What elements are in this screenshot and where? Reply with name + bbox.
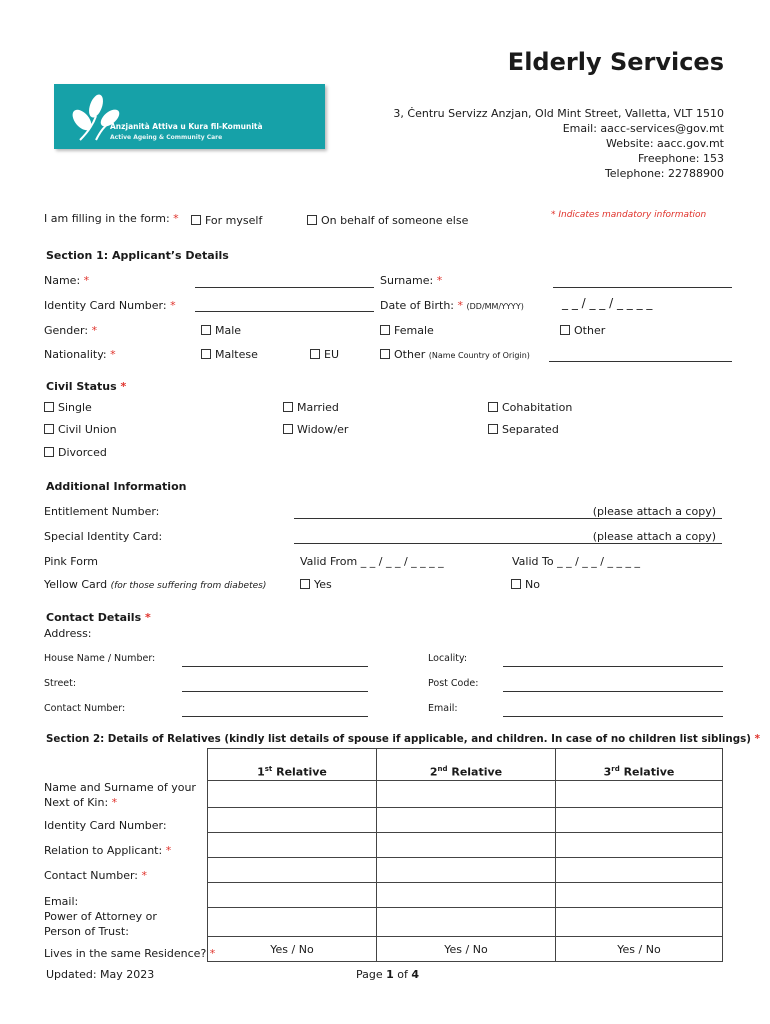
checkbox[interactable]: [380, 349, 390, 359]
table-cell[interactable]: [377, 858, 556, 883]
table-cell[interactable]: [377, 781, 556, 808]
table-cell[interactable]: [556, 781, 723, 808]
table-cell[interactable]: [208, 781, 377, 808]
name-field[interactable]: [195, 287, 374, 288]
lives-same-residence-label: Lives in the same Residence? *: [44, 947, 216, 960]
checkbox[interactable]: [44, 447, 54, 457]
on-behalf-option[interactable]: On behalf of someone else: [307, 214, 468, 227]
next-of-kin-label: Name and Surname of your Next of Kin: *: [44, 781, 196, 809]
gender-male-option[interactable]: Male: [201, 324, 241, 337]
contact-number-label: Contact Number:: [44, 703, 126, 714]
for-myself-option[interactable]: For myself: [191, 214, 262, 227]
gender-other-option[interactable]: Other: [560, 324, 605, 337]
table-row: [208, 937, 723, 962]
org-address: 3, Ċentru Servizz Anzjan, Old Mint Street, Valletta, VLT 1510: [393, 107, 724, 120]
surname-label: Surname: *: [380, 274, 443, 287]
nationality-eu-option[interactable]: EU: [310, 348, 339, 361]
page-title: Elderly Services: [507, 48, 724, 76]
locality-field[interactable]: [503, 666, 723, 667]
surname-field[interactable]: [553, 287, 732, 288]
special-id-attach-note: (please attach a copy): [592, 530, 716, 543]
email-field[interactable]: [503, 716, 723, 717]
postcode-field[interactable]: [503, 691, 723, 692]
email-poa-label: Email: Power of Attorney or Person of Trust:: [44, 895, 157, 938]
logo-subtitle: Active Ageing & Community Care: [110, 134, 223, 141]
mandatory-note: * Indicates mandatory information: [551, 210, 707, 220]
section1-title: Section 1: Applicant’s Details: [46, 249, 229, 262]
checkbox[interactable]: [488, 424, 498, 434]
civil-single-option[interactable]: Single: [44, 401, 92, 414]
lives-same-residence-2[interactable]: Yes / No: [377, 937, 556, 962]
civil-cohabitation-option[interactable]: Cohabitation: [488, 401, 572, 414]
checkbox[interactable]: [380, 325, 390, 335]
section2-title: Section 2: Details of Relatives (kindly list details of spouse if applicable, and children. In case of no children list siblings) *: [46, 733, 760, 745]
id-card-label: Identity Card Number: *: [44, 299, 176, 312]
civil-widower-option[interactable]: Widow/er: [283, 423, 348, 436]
contact-info: [393, 106, 724, 181]
table-cell[interactable]: [556, 908, 723, 937]
filling-label: I am filling in the form: *: [44, 212, 179, 225]
relatives-table: [207, 748, 723, 962]
table-cell[interactable]: [208, 883, 377, 908]
gender-label: Gender: *: [44, 324, 98, 337]
table-cell[interactable]: [377, 808, 556, 833]
civil-divorced-option[interactable]: Divorced: [44, 446, 107, 459]
table-cell[interactable]: [208, 858, 377, 883]
civil-union-option[interactable]: Civil Union: [44, 423, 117, 436]
checkbox[interactable]: [283, 424, 293, 434]
table-row: [208, 749, 723, 781]
table-cell[interactable]: [377, 833, 556, 858]
table-cell[interactable]: [556, 858, 723, 883]
checkbox[interactable]: [44, 402, 54, 412]
org-email: Email: aacc-services@gov.mt: [562, 122, 724, 135]
civil-separated-option[interactable]: Separated: [488, 423, 559, 436]
table-cell[interactable]: [208, 908, 377, 937]
street-label: Street:: [44, 678, 77, 689]
yellow-no-option[interactable]: No: [511, 578, 540, 591]
pink-valid-to[interactable]: Valid To _ _ / _ _ / _ _ _ _: [512, 555, 640, 568]
street-field[interactable]: [182, 691, 368, 692]
nationality-other-field[interactable]: [549, 361, 732, 362]
address-label: Address:: [44, 627, 92, 640]
col-header-3: 3rd Relative: [556, 749, 723, 781]
org-logo: [54, 84, 325, 149]
checkbox[interactable]: [201, 325, 211, 335]
entitlement-field[interactable]: [294, 518, 722, 519]
email-label: Email:: [428, 703, 458, 714]
checkbox[interactable]: [283, 402, 293, 412]
yellow-yes-option[interactable]: Yes: [300, 578, 332, 591]
table-row: [208, 808, 723, 833]
org-freephone: Freephone: 153: [638, 152, 724, 165]
nationality-other-option[interactable]: Other (Name Country of Origin): [380, 348, 530, 361]
name-label: Name: *: [44, 274, 90, 287]
table-row: [208, 833, 723, 858]
relative-id-label: Identity Card Number:: [44, 819, 167, 832]
entitlement-label: Entitlement Number:: [44, 505, 160, 518]
table-cell[interactable]: [556, 883, 723, 908]
updated-date: Updated: May 2023: [46, 968, 155, 981]
house-field[interactable]: [182, 666, 368, 667]
special-id-field[interactable]: [294, 543, 722, 544]
pink-valid-from[interactable]: Valid From _ _ / _ _ / _ _ _ _: [300, 555, 444, 568]
checkbox[interactable]: [201, 349, 211, 359]
checkbox[interactable]: [44, 424, 54, 434]
checkbox[interactable]: [511, 579, 521, 589]
entitlement-attach-note: (please attach a copy): [592, 505, 716, 518]
relative-contact-label: Contact Number: *: [44, 869, 147, 882]
gender-female-option[interactable]: Female: [380, 324, 434, 337]
checkbox[interactable]: [488, 402, 498, 412]
logo-name: Anzjanità Attiva u Kura fil-Komunità: [110, 122, 263, 131]
table-cell[interactable]: [208, 833, 377, 858]
id-card-field[interactable]: [195, 311, 374, 312]
table-cell[interactable]: [208, 808, 377, 833]
nationality-label: Nationality: *: [44, 348, 116, 361]
dob-label: Date of Birth: * (DD/MM/YYYY): [380, 299, 524, 312]
locality-label: Locality:: [428, 653, 468, 664]
checkbox[interactable]: [191, 215, 201, 225]
civil-married-option[interactable]: Married: [283, 401, 339, 414]
civil-status-title: Civil Status *: [46, 380, 127, 393]
table-cell[interactable]: [556, 808, 723, 833]
nationality-maltese-option[interactable]: Maltese: [201, 348, 258, 361]
checkbox[interactable]: [560, 325, 570, 335]
page-number: Page 1 of 4: [356, 968, 420, 981]
yellow-card-label: Yellow Card (for those suffering from diabetes): [44, 578, 267, 591]
house-label: House Name / Number:: [44, 653, 156, 664]
checkbox[interactable]: [300, 579, 310, 589]
pink-form-label: Pink Form: [44, 555, 98, 568]
table-row: [208, 883, 723, 908]
postcode-label: Post Code:: [428, 678, 479, 689]
table-row: [208, 908, 723, 937]
checkbox[interactable]: [310, 349, 320, 359]
org-telephone: Telephone: 22788900: [604, 167, 724, 180]
dob-field[interactable]: _ _ / _ _ / _ _ _ _: [562, 296, 653, 310]
contact-number-field[interactable]: [182, 716, 368, 717]
contact-details-title: Contact Details *: [46, 611, 151, 624]
table-row: [208, 858, 723, 883]
col-header-2: 2nd Relative: [377, 749, 556, 781]
lives-same-residence-3[interactable]: Yes / No: [556, 937, 723, 962]
lives-same-residence-1[interactable]: Yes / No: [208, 937, 377, 962]
checkbox[interactable]: [307, 215, 317, 225]
relation-label: Relation to Applicant: *: [44, 844, 172, 857]
org-website: Website: aacc.gov.mt: [605, 137, 724, 150]
special-id-label: Special Identity Card:: [44, 530, 163, 543]
table-row: [208, 781, 723, 808]
col-header-1: 1st Relative: [208, 749, 377, 781]
table-cell[interactable]: [377, 908, 556, 937]
additional-info-title: Additional Information: [46, 480, 187, 493]
table-cell[interactable]: [556, 833, 723, 858]
table-cell[interactable]: [377, 883, 556, 908]
